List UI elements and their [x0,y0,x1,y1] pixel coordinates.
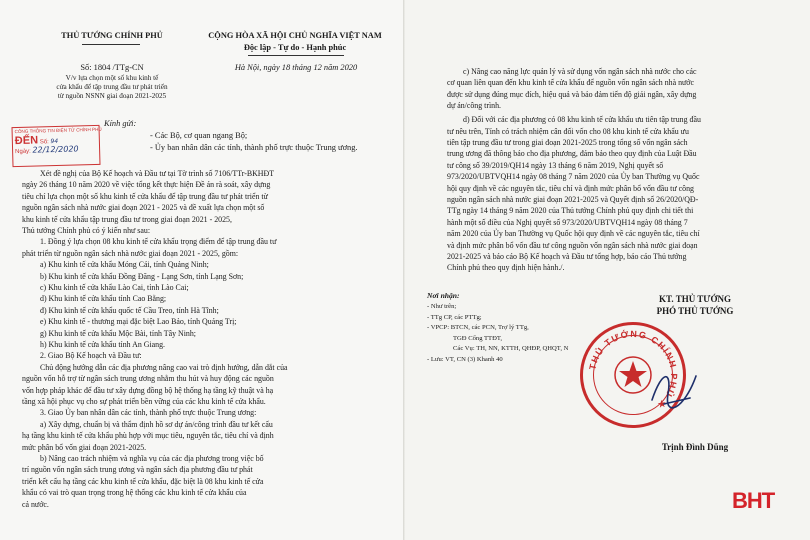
left-body-line: phát triển từ nguồn ngân sách nhà nước giai đoạn 2021 - 2025, gồm: [22,248,239,258]
sign-title-1: KT. THỦ TƯỚNG [659,294,731,304]
left-body-line: a) Khu kinh tế cửa khẩu Móng Cái, tỉnh Quảng Ninh; [40,260,209,270]
left-body-line: 1. Đồng ý lựa chọn 08 khu kinh tế cửa khẩu trọng điểm để tập trung đầu tư [40,237,277,247]
signer-name: Trịnh Đình Dũng [661,442,729,452]
right-body-line: d) Đối với các địa phương có 08 khu kinh tế cửa khẩu ưu tiên tập trung đầu [463,115,701,125]
sign-title-2: PHÓ THỦ TƯỚNG [656,306,734,316]
left-body-line: nguồn vốn hỗ trợ từ ngân sách trung ương nhằm thu hút và huy động các nguồn [22,374,274,384]
left-body-line: g) Khu kinh tế cửa khẩu Mộc Bài, tỉnh Tây Ninh; [40,328,196,338]
stamp-so-value: 94 [50,137,59,146]
issuer-underline [82,44,140,45]
distribution-item: - Lưu: VT, CN (3) Khanh 40 [427,355,503,363]
stamp-den: ĐẾN [14,134,39,148]
left-body-line: b) Nâng cao trách nhiệm và nghĩa vụ của các địa phương trong việc bố [40,454,264,463]
motto-underline [248,55,344,56]
distribution-item: - TTg CP, các PTTg; [427,313,482,321]
document-number: Số: 1804 /TTg-CN [80,63,144,72]
issuer-name: THỦ TƯỚNG CHÍNH PHỦ [61,31,163,40]
subject-line-2: cửa khẩu để tập trung đầu tư phát triển [56,83,168,91]
right-body-line: tư công số 39/2019/QH14 ngày 13 tháng 6 năm 2019, Nghị quyết số [447,160,664,170]
left-body-line: nguồn ngân sách nhà nước giai đoạn 2021 - 2025 và đề xuất lựa chọn một số [22,203,265,213]
right-body-line: hành một số điều của Nghị quyết số 973/2020/UBTVQH14 ngày 08 tháng 7 [447,217,688,227]
left-body-line: Thủ tướng Chính phủ có ý kiến như sau: [22,226,151,235]
right-body-line: Chính phủ theo quy định hiện hành./. [447,263,565,273]
subject-line-3: từ nguồn NSNN giai đoạn 2021-2025 [57,92,167,100]
left-body-line: Xét đề nghị của Bộ Kế hoạch và Đầu tư tại Tờ trình số 7106/TTr-BKHĐT [40,169,275,178]
right-body-line: tư nêu trên, Tỉnh có trách nhiệm cân đối vốn cho 08 khu kinh tế cửa khẩu ưu [447,126,689,136]
recipient-2: - Ủy ban nhân dân các tỉnh, thành phố trực thuộc Trung ương. [150,143,358,152]
right-body-line: được sử dụng đúng mục đích, hiệu quả và bảo đảm tiến độ giải ngân, xây dựng [447,89,697,99]
document-date: Hà Nội, ngày 18 tháng 12 năm 2020 [234,63,358,72]
left-body-line: mức phân bổ vốn giai đoạn 2021-2025. [22,442,147,452]
right-body-line: dự án/công trình. [447,101,502,111]
stamp-so-label: Số: [39,139,49,146]
right-body-line: 2021-2025 và báo cáo Bộ Kế hoạch và Đầu tư tổng hợp, báo cáo Thủ tướng [447,252,687,261]
left-body-line: 3. Giao Ủy ban nhân dân các tỉnh, thành phố trực thuộc Trung ương: [40,408,257,418]
left-body-line: đ) Khu kinh tế cửa khẩu quốc tế Cầu Treo, tỉnh Hà Tĩnh; [40,305,219,315]
right-body-line: 973/2020/UBTVQH14 ngày 08 tháng 7 năm 2020 của Ủy ban Thường vụ Quốc [447,172,700,182]
stamp-ngay-label: Ngày: [15,148,31,156]
left-body-line: trí nguồn vốn ngân sách trung ương và ngân sách địa phương đầu tư phát [22,465,253,475]
left-body-line: a) Xây dựng, chuẩn bị và thẩm định hồ sơ dự án/công trình đầu tư kết cấu [40,419,273,429]
distribution-item: Các Vụ: TH, NN, KTTH, QHĐP, QHQT, N [453,345,569,352]
right-body-line: TTg ngày 14 tháng 9 năm 2020 của Thủ tướng Chính phủ quy định chi tiết thi [447,206,694,216]
left-body-line: khu kinh tế cửa khẩu tập trung đầu tư trong giai đoạn 2021 - 2025, [22,214,232,224]
left-body-line: Chủ động hướng dẫn các địa phương nâng cao vai trò định hướng, dẫn dắt của [40,362,288,372]
distribution-item: TGĐ Cổng TTĐT, [453,334,503,342]
left-body-line: h) Khu kinh tế cửa khẩu tỉnh An Giang. [40,340,166,349]
subject-line-1: V/v lựa chọn một số khu kinh tế [65,74,159,82]
right-body-line: c) Nâng cao năng lực quản lý và sử dụng vốn ngân sách nhà nước cho các [463,67,697,76]
left-body-line: tầng xã hội phục vụ cho sự phát triển bền vững của các khu kinh tế cửa khẩu. [22,397,266,406]
left-body-line: vốn hợp pháp khác để đầu tư xây dựng đồng bộ hệ thống hạ tầng kỹ thuật và hạ [22,385,274,395]
left-body-line: triển kết cấu hạ tầng các khu kinh tế cửa khẩu, đặc biệt là 08 khu kinh tế cửa [22,476,264,486]
right-body-line: trung ương đã thông báo cho địa phương, đảm bảo theo quy định của Luật Đầu [447,149,697,159]
left-body-line: d) Khu kinh tế cửa khẩu tỉnh Cao Bằng; [40,294,167,304]
svg-text:THỦ TƯỚNG CHÍNH PHỦ ★: THỦ TƯỚNG CHÍNH PHỦ ★ [587,328,680,412]
bht-logo: BHT [732,488,775,513]
noi-nhan-label: Nơi nhận: [427,291,460,300]
stamp-ngay-value: 22/12/2020 [32,144,79,155]
left-body-line: cả nước. [22,499,49,509]
motto: Độc lập - Tự do - Hạnh phúc [243,43,347,52]
right-body-line: năm 2020 của Ủy ban Thường vụ Quốc hội quy định về các nguyên tắc, tiêu chí [447,229,700,239]
left-body-line: hạ tầng khu kinh tế cửa khẩu phù hợp với mục tiêu, nguyên tắc, tiêu chí và định [22,431,274,441]
stamp-header: CÔNG THÔNG TIN ĐIỆN TỬ CHÍNH PHỦ [14,126,102,135]
right-body-line: tiên tập trung đầu tư trong giai đoạn 2021-2025 trong tổng số vốn ngân sách [447,138,688,147]
left-body-line: ngày 26 tháng 10 năm 2020 về việc tổng kết thực hiện Đề án rà soát, xây dựng [22,180,271,190]
left-body-line: 2. Giao Bộ Kế hoạch và Đầu tư: [40,351,142,361]
right-page [405,0,810,540]
left-body-line: khẩu có vai trò quan trọng trong hệ thống các khu kinh tế cửa khẩu của [22,488,247,498]
right-body-line: nguồn ngân sách nhà nước giai đoạn 2021-2025 và Quyết định số 26/2020/QĐ- [447,195,699,204]
receipt-stamp [11,125,100,167]
signature-mark [644,360,704,420]
left-body-line: b) Khu kinh tế cửa khẩu Đồng Đăng - Lạng Sơn, tỉnh Lạng Sơn; [40,271,244,281]
right-body-line: và định mức phân bổ vốn đầu tư công nguồn vốn ngân sách nhà nước giai đoạn [447,240,698,250]
left-body-line: e) Khu kinh tế - thương mại đặc biệt Lao Bảo, tỉnh Quảng Trị; [40,317,237,327]
right-body-line: hội quy định về các nguyên tắc, tiêu chí và định mức phân bổ vốn đầu tư công [447,183,694,193]
kinh-gui: Kính gửi: [104,119,137,128]
distribution-item: - Như trên; [427,303,457,310]
right-body-line: cơ quan liên quan đến khu kinh tế cửa khẩu để nguồn vốn ngân sách nhà nước [447,78,694,88]
recipient-1: - Các Bộ, cơ quan ngang Bộ; [150,131,248,140]
left-body-line: c) Khu kinh tế cửa khẩu Lào Cai, tỉnh Lào Cai; [40,283,189,292]
distribution-item: - VPCP: BTCN, các PCN, Trợ lý TTg, [427,324,529,331]
left-body-line: tiêu chí lựa chọn một số khu kinh tế cửa khẩu để tập trung đầu tư phát triển từ [22,191,268,201]
country-name: CỘNG HÒA XÃ HỘI CHỦ NGHĨA VIỆT NAM [208,31,382,40]
